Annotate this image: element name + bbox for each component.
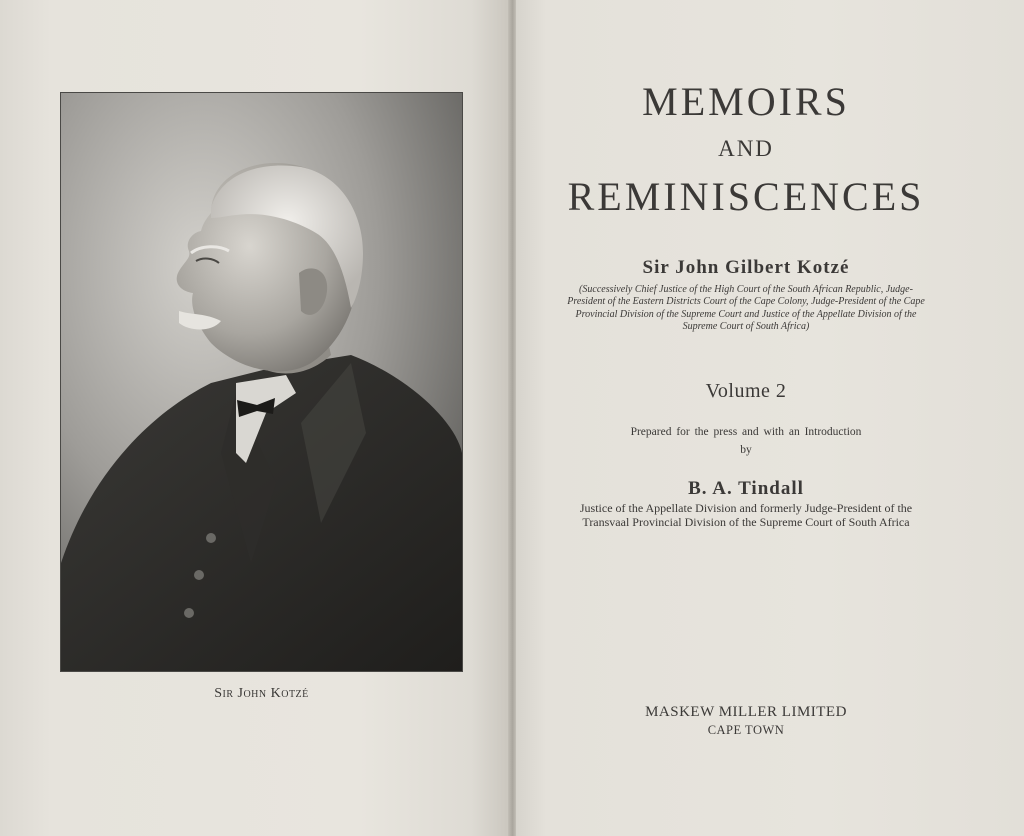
frontispiece-portrait	[61, 93, 462, 671]
volume-label: Volume 2	[705, 380, 787, 402]
frontispiece-caption: Sir John Kotzé	[214, 686, 309, 701]
by-line: by	[740, 444, 752, 456]
title-line-memoirs: MEMOIRS	[642, 79, 850, 124]
editor-description: Justice of the Appellate Division and formerly Judge-President of the Transvaal Provincial Division of the Supreme Court of South Africa	[579, 501, 913, 529]
prepared-line: Prepared for the press and with an Introduction	[630, 426, 862, 438]
author-name: Sir John Gilbert Kotzé	[642, 257, 850, 278]
editor-name: B. A. Tindall	[688, 478, 804, 499]
publisher-name: MASKEW MILLER LIMITED	[645, 704, 847, 720]
author-credits: (Successively Chief Justice of the High Court of the South African Republic, Judge-President of the Eastern Districts Court of the Cape Colony, Judge-President of the Cape Provincial Division of the Supreme Court and Justice of the Appellate Division of the Supreme Court of South Africa)	[567, 284, 925, 333]
title-line-reminiscences: REMINISCENCES	[567, 174, 925, 219]
title-line-and: AND	[718, 136, 774, 161]
publisher-city: CAPE TOWN	[707, 723, 785, 737]
